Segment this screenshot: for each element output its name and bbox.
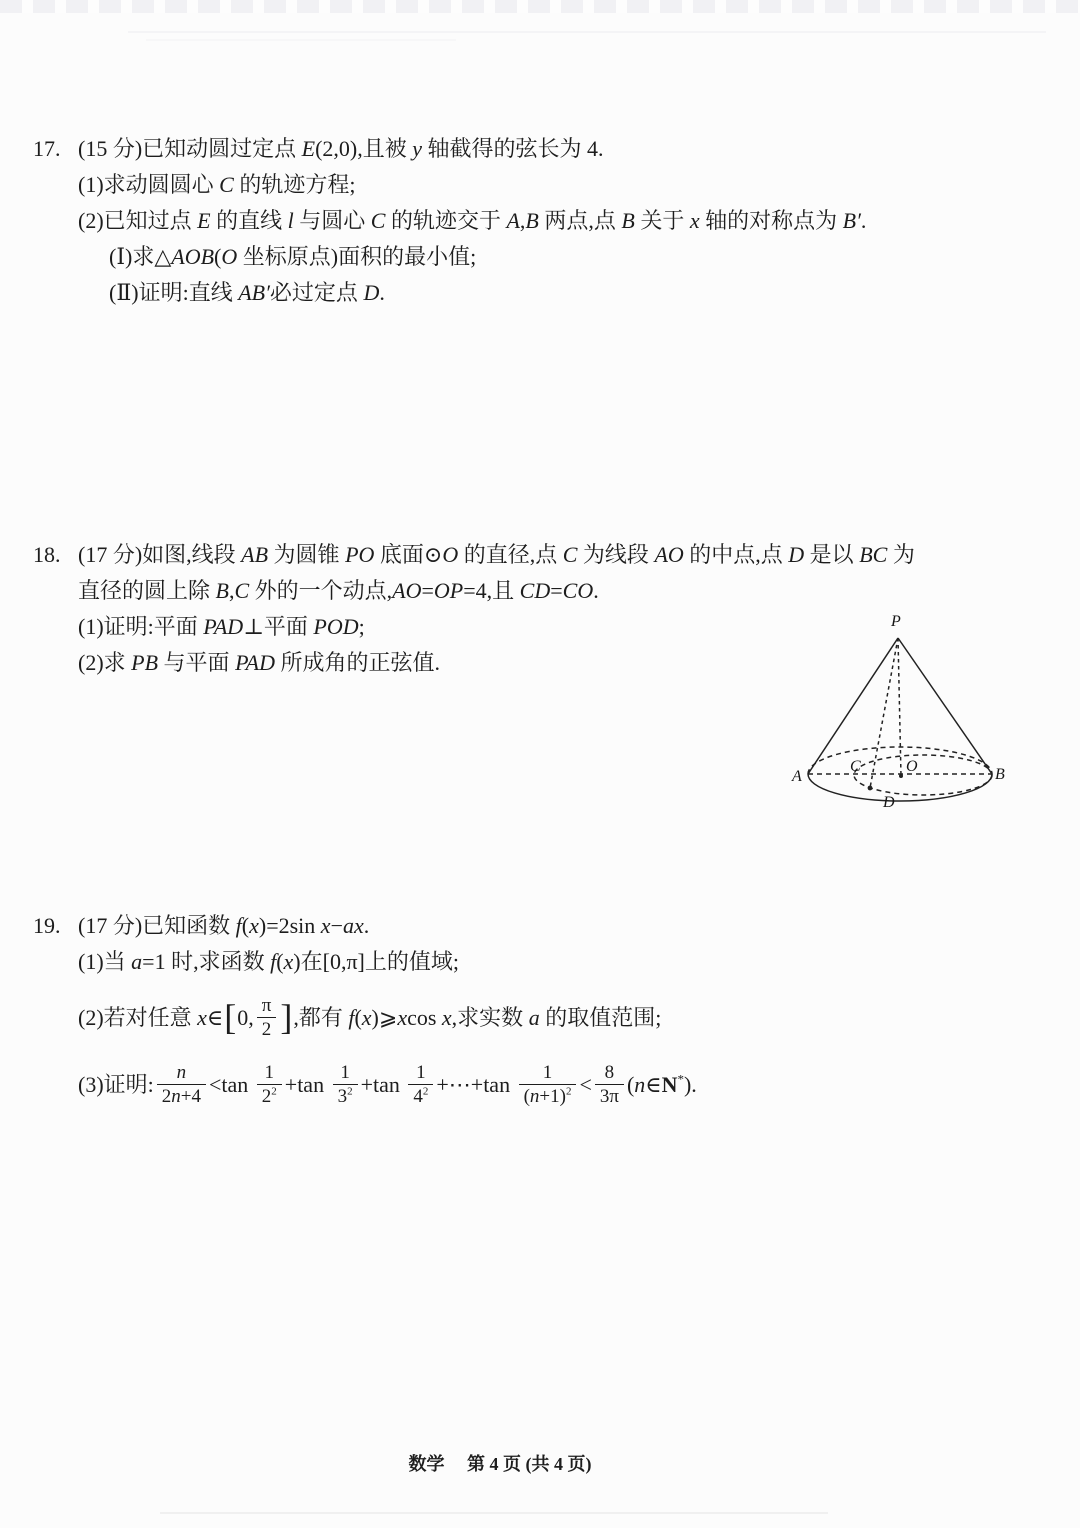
page-footer [0, 1450, 1000, 1476]
problem-19-part-2: (2)若对任意 x∈[0, $\frac{\pi}{2}$ ],都有 f(x)⩾xcos x,求实数 a 的取值范围; [78, 994, 662, 1041]
problem-17-part-1: (1)求动圆圆心 C 的轨迹方程; [78, 172, 356, 197]
problem-19-stem-text: (17 分)已知函数 f(x)=2sin x−ax. [78, 913, 370, 938]
axis-po [898, 638, 901, 776]
cone-edge-left [808, 638, 898, 774]
problem-18-number: 18. [33, 542, 61, 567]
inner-circle-bc [854, 755, 992, 795]
cone-base-front-arc [808, 774, 992, 801]
figure-label-o: O [906, 758, 918, 775]
problem-18-stem-line-1 [33, 537, 1060, 573]
problem-17-stem-line [33, 131, 1060, 167]
scan-artifact-line [146, 39, 456, 41]
problem-18-stem-text: (17 分)如图,线段 AB 为圆锥 PO 底面⊙O 的直径,点 C 为线段 AO 的中点,点 D 是以 BC 为 [78, 542, 915, 567]
footer-pagination: 第 4 页 (共 4 页) [467, 1454, 592, 1474]
scan-artifact-line [128, 31, 1046, 33]
footer-subject: 数学 [408, 1454, 445, 1474]
figure-label-p: P [891, 613, 901, 630]
figure-label-c: C [850, 758, 861, 775]
problem-17-number: 17. [33, 136, 61, 161]
cone-edge-right [898, 638, 992, 774]
problem-18-part-2: (2)求 PB 与平面 PAD 所成角的正弦值. [78, 650, 441, 675]
figure-label-b: B [995, 766, 1005, 783]
figure-label-a: A [792, 768, 802, 785]
point-d [868, 786, 873, 791]
problem-19-number: 19. [33, 913, 61, 938]
problem-17-part-2-i: (Ⅰ)求△AOB(O 坐标原点)面积的最小值; [109, 244, 477, 269]
problem-19-part-3: (3)证明: $\frac{n}{2n+4}$ <tan $\frac{1}{2^2}$ +tan $\frac{1}{3^2}$ +tan $\frac{1}{4^2}$ +⋯+tan $\frac{1}{(n+1)^2}$ < $\frac{8}{3\pi}$ (n∈N*). [78, 1061, 697, 1108]
point-o [899, 774, 903, 778]
scan-artifact-top-strip [0, 0, 1080, 13]
problem-18-part-1: (1)证明:平面 PAD⊥平面 POD; [78, 614, 365, 639]
problem-18-stem-line-2: 直径的圆上除 B,C 外的一个动点,AO=OP=4,且 CD=CO. [78, 578, 599, 603]
problem-19-part-1: (1)当 a=1 时,求函数 f(x)在[0,π]上的值域; [78, 949, 459, 974]
figure-label-d: D [883, 794, 895, 811]
problem-19 [33, 908, 1060, 1120]
problem-17-part-2: (2)已知过点 E 的直线 l 与圆心 C 的轨迹交于 A,B 两点,点 B 关于 x 轴的对称点为 B′. [78, 208, 867, 233]
cone-figure [788, 606, 1008, 818]
scan-artifact-bottom-line [160, 1512, 828, 1514]
problem-19-stem-line [33, 908, 1060, 944]
problem-17-part-2-ii: (Ⅱ)证明:直线 AB′必过定点 D. [109, 280, 385, 305]
problem-17-stem-text: (15 分)已知动圆过定点 E(2,0),且被 y 轴截得的弦长为 4. [78, 136, 604, 161]
problem-17 [33, 131, 1060, 311]
